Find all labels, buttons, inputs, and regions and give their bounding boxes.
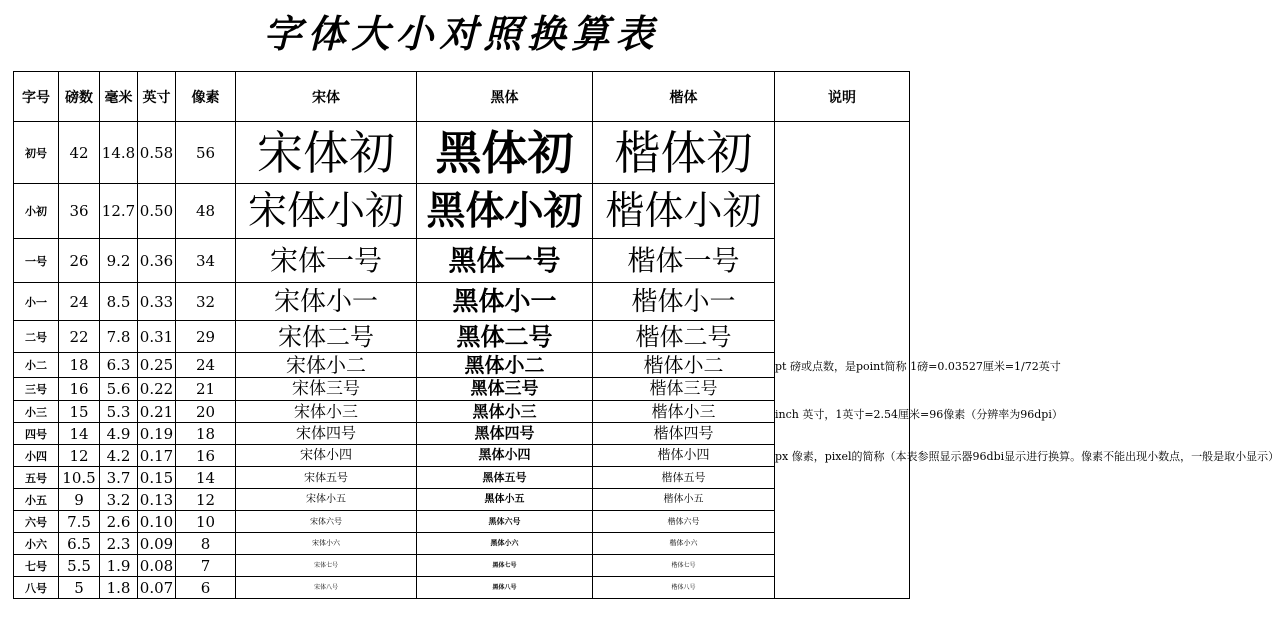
row-px: 21 bbox=[176, 378, 236, 401]
row-name: 小五 bbox=[14, 489, 59, 511]
row-points: 5 bbox=[59, 577, 100, 599]
row-inch: 0.08 bbox=[138, 555, 176, 577]
row-name: 五号 bbox=[14, 467, 59, 489]
row-kaiti-sample: 楷体七号 bbox=[593, 555, 775, 577]
row-heiti-sample: 黑体小六 bbox=[417, 533, 593, 555]
row-points: 6.5 bbox=[59, 533, 100, 555]
row-px: 7 bbox=[176, 555, 236, 577]
row-kaiti-sample: 楷体小六 bbox=[593, 533, 775, 555]
notes-cell bbox=[775, 122, 1279, 599]
row-px: 24 bbox=[176, 353, 236, 378]
row-heiti-sample: 黑体小二 bbox=[417, 353, 593, 378]
row-kaiti-sample: 楷体小一 bbox=[593, 283, 775, 321]
row-inch: 0.19 bbox=[138, 423, 176, 445]
row-mm: 14.8 bbox=[100, 122, 138, 184]
row-kaiti-sample: 楷体三号 bbox=[593, 378, 775, 401]
row-heiti-sample: 黑体小初 bbox=[417, 184, 593, 239]
font-size-table bbox=[13, 71, 1279, 599]
header-songti: 宋体 bbox=[236, 72, 417, 122]
row-mm: 3.7 bbox=[100, 467, 138, 489]
row-inch: 0.58 bbox=[138, 122, 176, 184]
row-inch: 0.09 bbox=[138, 533, 176, 555]
row-px: 16 bbox=[176, 445, 236, 467]
row-points: 24 bbox=[59, 283, 100, 321]
row-heiti-sample: 黑体小三 bbox=[417, 401, 593, 423]
row-songti-sample: 宋体七号 bbox=[236, 555, 417, 577]
row-kaiti-sample: 楷体小二 bbox=[593, 353, 775, 378]
row-mm: 3.2 bbox=[100, 489, 138, 511]
row-mm: 5.3 bbox=[100, 401, 138, 423]
row-heiti-sample: 黑体五号 bbox=[417, 467, 593, 489]
row-kaiti-sample: 楷体小三 bbox=[593, 401, 775, 423]
row-songti-sample: 宋体八号 bbox=[236, 577, 417, 599]
row-inch: 0.36 bbox=[138, 239, 176, 283]
row-name: 小一 bbox=[14, 283, 59, 321]
row-mm: 4.2 bbox=[100, 445, 138, 467]
row-kaiti-sample: 楷体六号 bbox=[593, 511, 775, 533]
row-songti-sample: 宋体五号 bbox=[236, 467, 417, 489]
row-name: 小四 bbox=[14, 445, 59, 467]
row-heiti-sample: 黑体八号 bbox=[417, 577, 593, 599]
row-px: 34 bbox=[176, 239, 236, 283]
row-mm: 7.8 bbox=[100, 321, 138, 353]
row-mm: 2.3 bbox=[100, 533, 138, 555]
row-kaiti-sample: 楷体五号 bbox=[593, 467, 775, 489]
row-px: 14 bbox=[176, 467, 236, 489]
row-name: 六号 bbox=[14, 511, 59, 533]
row-name: 小三 bbox=[14, 401, 59, 423]
row-mm: 1.9 bbox=[100, 555, 138, 577]
header-name: 字号 bbox=[14, 72, 59, 122]
row-points: 9 bbox=[59, 489, 100, 511]
row-name: 小六 bbox=[14, 533, 59, 555]
row-points: 18 bbox=[59, 353, 100, 378]
page-title: 字体大小对照换算表 bbox=[263, 11, 660, 56]
row-songti-sample: 宋体小一 bbox=[236, 283, 417, 321]
row-mm: 4.9 bbox=[100, 423, 138, 445]
row-px: 6 bbox=[176, 577, 236, 599]
row-points: 7.5 bbox=[59, 511, 100, 533]
header-row bbox=[14, 72, 910, 122]
row-songti-sample: 宋体小三 bbox=[236, 401, 417, 423]
row-kaiti-sample: 楷体二号 bbox=[593, 321, 775, 353]
row-mm: 1.8 bbox=[100, 577, 138, 599]
row-name: 小初 bbox=[14, 184, 59, 239]
row-points: 15 bbox=[59, 401, 100, 423]
header-mm: 毫米 bbox=[100, 72, 138, 122]
row-mm: 9.2 bbox=[100, 239, 138, 283]
row-heiti-sample: 黑体四号 bbox=[417, 423, 593, 445]
row-px: 18 bbox=[176, 423, 236, 445]
row-px: 32 bbox=[176, 283, 236, 321]
header-kaiti: 楷体 bbox=[593, 72, 775, 122]
row-px: 56 bbox=[176, 122, 236, 184]
row-name: 七号 bbox=[14, 555, 59, 577]
row-inch: 0.15 bbox=[138, 467, 176, 489]
header-points: 磅数 bbox=[59, 72, 100, 122]
row-heiti-sample: 黑体三号 bbox=[417, 378, 593, 401]
row-name: 三号 bbox=[14, 378, 59, 401]
row-songti-sample: 宋体一号 bbox=[236, 239, 417, 283]
row-heiti-sample: 黑体初 bbox=[417, 122, 593, 184]
row-points: 14 bbox=[59, 423, 100, 445]
row-inch: 0.22 bbox=[138, 378, 176, 401]
row-heiti-sample: 黑体小一 bbox=[417, 283, 593, 321]
row-inch: 0.33 bbox=[138, 283, 176, 321]
header-heiti: 黑体 bbox=[417, 72, 593, 122]
row-points: 5.5 bbox=[59, 555, 100, 577]
row-mm: 2.6 bbox=[100, 511, 138, 533]
row-inch: 0.07 bbox=[138, 577, 176, 599]
row-songti-sample: 宋体小初 bbox=[236, 184, 417, 239]
row-inch: 0.13 bbox=[138, 489, 176, 511]
row-songti-sample: 宋体小二 bbox=[236, 353, 417, 378]
row-px: 20 bbox=[176, 401, 236, 423]
row-px: 48 bbox=[176, 184, 236, 239]
row-name: 四号 bbox=[14, 423, 59, 445]
row-songti-sample: 宋体小六 bbox=[236, 533, 417, 555]
row-points: 36 bbox=[59, 184, 100, 239]
row-mm: 5.6 bbox=[100, 378, 138, 401]
row-kaiti-sample: 楷体小初 bbox=[593, 184, 775, 239]
row-px: 10 bbox=[176, 511, 236, 533]
row-points: 16 bbox=[59, 378, 100, 401]
row-heiti-sample: 黑体六号 bbox=[417, 511, 593, 533]
row-kaiti-sample: 楷体四号 bbox=[593, 423, 775, 445]
row-heiti-sample: 黑体二号 bbox=[417, 321, 593, 353]
row-kaiti-sample: 楷体一号 bbox=[593, 239, 775, 283]
row-songti-sample: 宋体三号 bbox=[236, 378, 417, 401]
note-px: px 像素，pixel的简称（本表参照显示器96dbi显示进行换算。像素不能出现小数点，一般是取小显示） bbox=[775, 450, 1279, 463]
row-inch: 0.31 bbox=[138, 321, 176, 353]
header-px: 像素 bbox=[176, 72, 236, 122]
row-kaiti-sample: 楷体小四 bbox=[593, 445, 775, 467]
header-inch: 英寸 bbox=[138, 72, 176, 122]
row-points: 12 bbox=[59, 445, 100, 467]
row-songti-sample: 宋体小五 bbox=[236, 489, 417, 511]
row-kaiti-sample: 楷体八号 bbox=[593, 577, 775, 599]
note-pt: pt 磅或点数，是point简称 1磅=0.03527厘米=1/72英寸 bbox=[775, 360, 1061, 373]
header-notes: 说明 bbox=[775, 72, 910, 122]
row-points: 22 bbox=[59, 321, 100, 353]
row-inch: 0.21 bbox=[138, 401, 176, 423]
row-songti-sample: 宋体六号 bbox=[236, 511, 417, 533]
row-points: 42 bbox=[59, 122, 100, 184]
row-songti-sample: 宋体四号 bbox=[236, 423, 417, 445]
row-mm: 6.3 bbox=[100, 353, 138, 378]
row-heiti-sample: 黑体小四 bbox=[417, 445, 593, 467]
row-heiti-sample: 黑体一号 bbox=[417, 239, 593, 283]
row-inch: 0.50 bbox=[138, 184, 176, 239]
row-name: 初号 bbox=[14, 122, 59, 184]
row-mm: 8.5 bbox=[100, 283, 138, 321]
row-heiti-sample: 黑体七号 bbox=[417, 555, 593, 577]
row-inch: 0.17 bbox=[138, 445, 176, 467]
row-name: 二号 bbox=[14, 321, 59, 353]
row-heiti-sample: 黑体小五 bbox=[417, 489, 593, 511]
row-kaiti-sample: 楷体小五 bbox=[593, 489, 775, 511]
row-name: 小二 bbox=[14, 353, 59, 378]
row-px: 12 bbox=[176, 489, 236, 511]
row-px: 8 bbox=[176, 533, 236, 555]
row-songti-sample: 宋体初 bbox=[236, 122, 417, 184]
row-inch: 0.25 bbox=[138, 353, 176, 378]
row-songti-sample: 宋体小四 bbox=[236, 445, 417, 467]
row-name: 八号 bbox=[14, 577, 59, 599]
row-inch: 0.10 bbox=[138, 511, 176, 533]
row-songti-sample: 宋体二号 bbox=[236, 321, 417, 353]
row-points: 10.5 bbox=[59, 467, 100, 489]
row-points: 26 bbox=[59, 239, 100, 283]
note-inch: inch 英寸，1英寸=2.54厘米=96像素（分辨率为96dpi） bbox=[775, 408, 1063, 421]
row-mm: 12.7 bbox=[100, 184, 138, 239]
table-row bbox=[14, 122, 910, 184]
row-kaiti-sample: 楷体初 bbox=[593, 122, 775, 184]
row-name: 一号 bbox=[14, 239, 59, 283]
row-px: 29 bbox=[176, 321, 236, 353]
